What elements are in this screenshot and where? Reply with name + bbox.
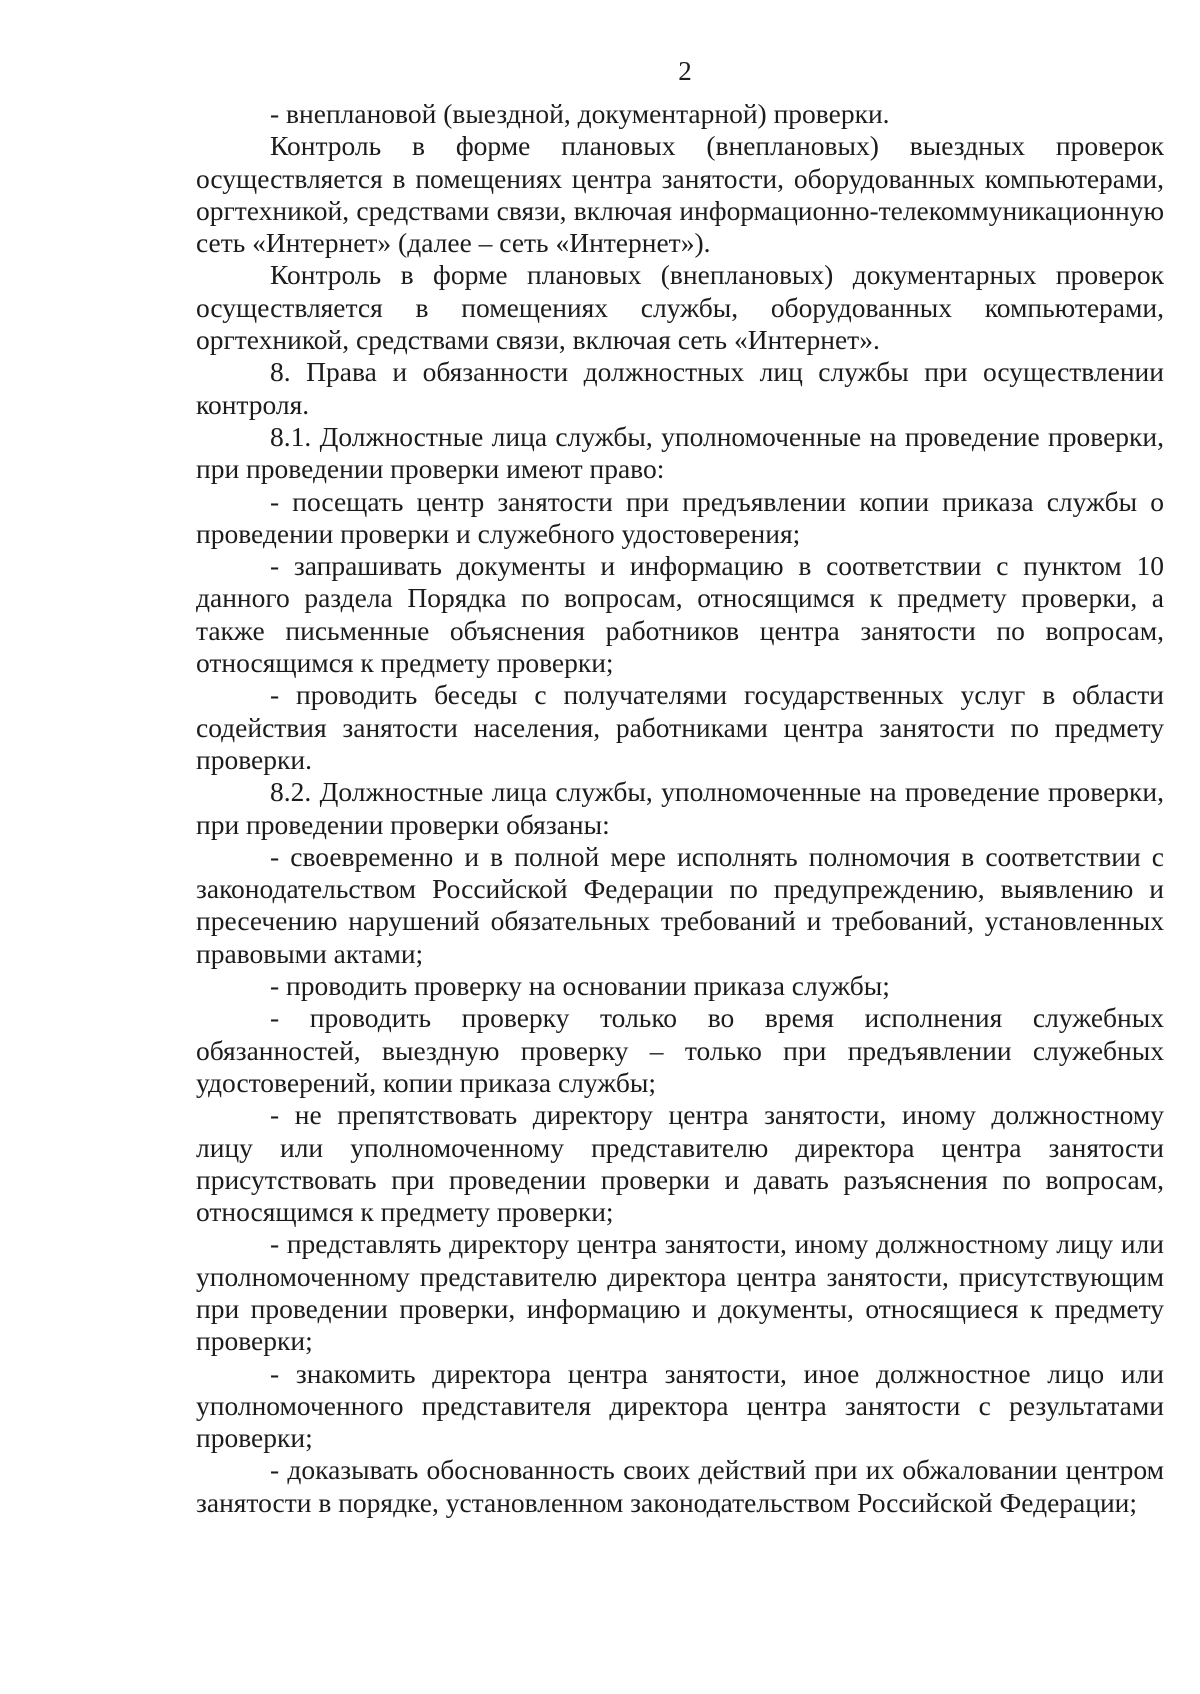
paragraph-section-8-2-duties: 8.2. Должностные лица службы, уполномоченные на проведение проверки, при проведении проверки обязаны: bbox=[196, 776, 1164, 840]
list-item-inspect-by-order: - проводить проверку на основании приказа службы; bbox=[270, 970, 890, 1002]
paragraph-unscheduled-inspection-item: - внеплановой (выездной, документарной) проверки. bbox=[270, 98, 890, 129]
document-body bbox=[196, 98, 1164, 1519]
list-item-inspect-during-duty: - проводить проверку только во время исполнения служебных обязанностей, выездную проверку – только при предъявлении служебных удостоверений, копии приказа службы; bbox=[196, 1002, 1164, 1098]
list-item-not-obstruct-director: - не препятствовать директору центра занятости, иному должностному лицу или уполномоченному представителю директора центра занятости присутствовать при проведении проверки и давать разъяснения по вопросам, относящимся к предмету проверки; bbox=[196, 1099, 1164, 1228]
list-item-familiarize-results: - знакомить директора центра занятости, иное должностное лицо или уполномоченного представителя директора центра занятости с результатами проверки; bbox=[196, 1357, 1164, 1454]
page-number: 2 bbox=[678, 56, 692, 86]
list-item-provide-information: - представлять директору центра занятости, иному должностному лицу или уполномоченному представителю директора центра занятости, присутствующим при проведении проверки, информацию и документы, относящиеся к предмету проверки; bbox=[196, 1228, 1164, 1357]
list-item-request-documents: - запрашивать документы и информацию в соответствии с пунктом 10 данного раздела Порядка по вопросам, относящимся к предмету проверки, а также письменные объяснения работников центра занятости по вопросам, относящимся к предмету проверки; bbox=[196, 550, 1164, 679]
list-item-exercise-powers: - своевременно и в полной мере исполнять полномочия в соответствии с законодательством Российской Федерации по предупреждению, выявлению и пресечению нарушений обязательных требований и требований, установленных правовыми актами; bbox=[196, 840, 1164, 969]
paragraph-documentary-inspection-location: Контроль в форме плановых (внеплановых) документарных проверок осуществляется в помещениях службы, оборудованных компьютерами, оргтехникой, средствами связи, включая сеть «Интернет». bbox=[196, 259, 1164, 356]
list-item-visit-center: - посещать центр занятости при предъявлении копии приказа службы о проведении проверки и служебного удостоверения; bbox=[196, 485, 1164, 549]
paragraph-section-8-1-rights: 8.1. Должностные лица службы, уполномоченные на проведение проверки, при проведении проверки имеют право: bbox=[196, 420, 1164, 485]
paragraph-section-8-heading: 8. Права и обязанности должностных лиц службы при осуществлении контроля. bbox=[196, 356, 1164, 420]
list-item-conduct-interviews: - проводить беседы с получателями государственных услуг в области содействия занятости населения, работниками центра занятости по предмету проверки. bbox=[196, 679, 1164, 775]
list-item-justify-actions: - доказывать обоснованность своих действий при их обжаловании центром занятости в порядке, установленном законодательством Российской Федерации; bbox=[196, 1454, 1164, 1518]
paragraph-onsite-inspection-location: Контроль в форме плановых (внеплановых) выездных проверок осуществляется в помещениях центра занятости, оборудованных компьютерами, оргтехникой, средствами связи, включая информационно-телекоммуникационную сеть «Интернет» (далее – сеть «Интернет»). bbox=[196, 130, 1164, 259]
